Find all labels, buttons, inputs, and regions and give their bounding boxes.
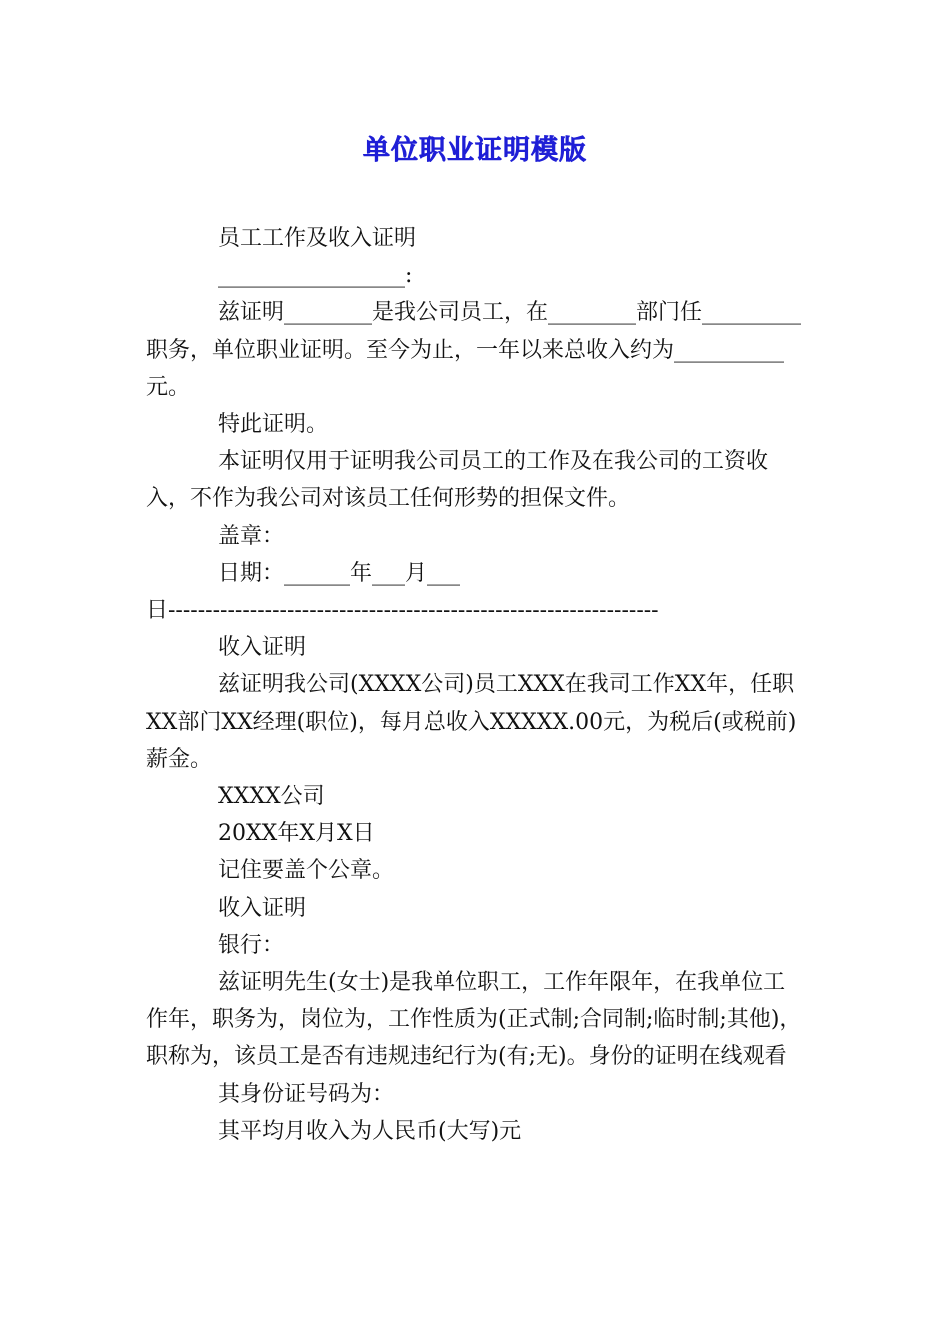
paragraph-heading-employment-income: 员工工作及收入证明	[218, 226, 417, 251]
document-body	[146, 220, 806, 1150]
paragraph-bank: 银行：	[218, 932, 285, 958]
paragraph-disclaimer: 本证明仅用于证明我公司员工的工作及在我公司的工资收入，不作为我公司对该员工任何形势的担保文件。	[146, 449, 769, 512]
paragraph-company-date: 20XX年X月X日	[218, 821, 375, 847]
paragraph-date-divider: 日------------------------------------------------------------------	[146, 598, 659, 624]
paragraph-employee-details: 兹证明先生(女士)是我单位职工，工作年限年，在我单位工作年，职务为，岗位为，工作性质为(正式制;合同制;临时制;其他)，职称为，该员工是否有违规违纪行为(有;无)。身份的证明在线观看	[146, 970, 802, 1070]
paragraph-addressee-blank: _________________:	[218, 263, 413, 289]
paragraph-hereby-certify: 特此证明。	[218, 412, 329, 438]
paragraph-id-number: 其身份证号码为：	[218, 1081, 395, 1107]
paragraph-company-name: XXXX公司	[218, 784, 325, 810]
paragraph-certify-employee: 兹证明________是我公司员工，在________部门任_________职务，单位职业证明。至今为止，一年以来总收入约为__________元。	[146, 300, 802, 400]
paragraph-heading-income-2: 收入证明	[218, 895, 307, 921]
document-title: 单位职业证明模版	[363, 135, 587, 166]
paragraph-seal: 盖章：	[218, 523, 285, 549]
paragraph-heading-income-1: 收入证明	[218, 635, 307, 661]
paragraph-date: 日期：______年___月___	[218, 560, 461, 586]
paragraph-seal-reminder: 记住要盖个公章。	[218, 858, 395, 884]
paragraph-income-statement: 兹证明我公司(XXXX公司)员工XXX在我司工作XX年，任职XX部门XX经理(职位)，每月总收入XXXXX.00元，为税后(或税前)薪金。	[146, 672, 797, 772]
paragraph-average-income: 其平均月收入为人民币(大写)元	[218, 1118, 522, 1144]
